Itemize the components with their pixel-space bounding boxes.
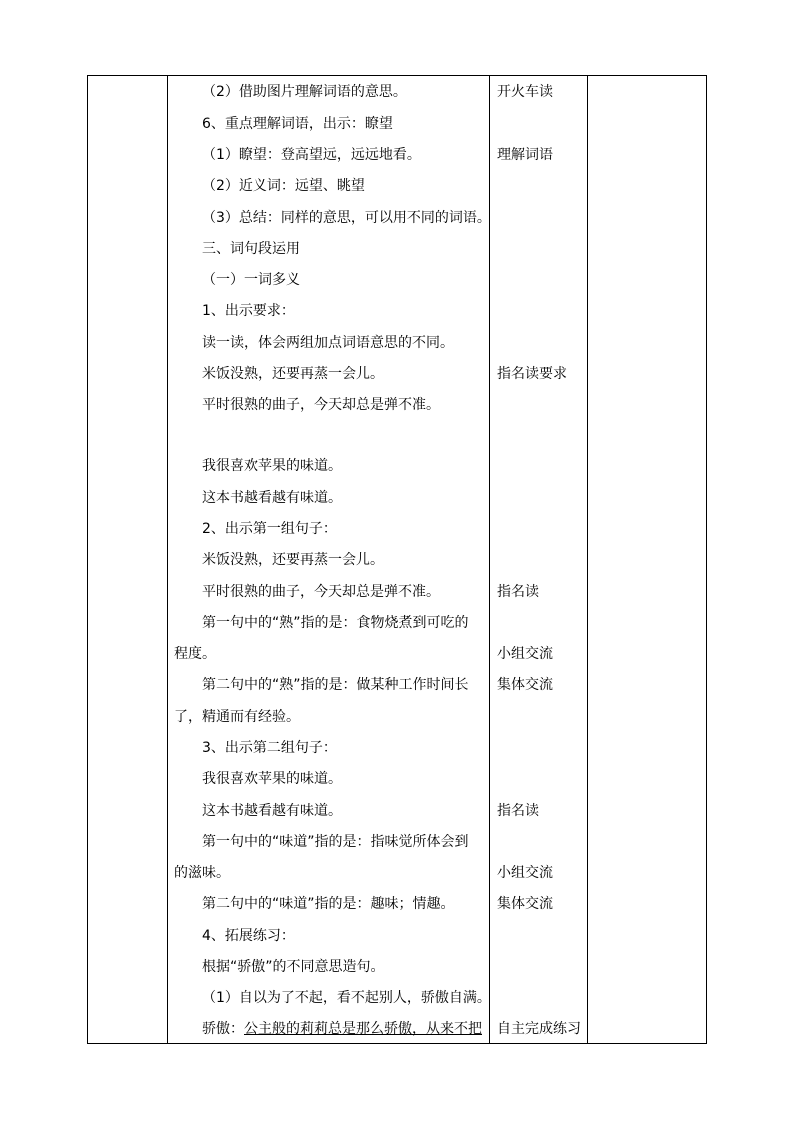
content-line: 平时很熟的曲子，今天却总是弹不准。 <box>202 397 440 413</box>
content-line: （1）自以为了不起，看不起别人，骄傲自满。 <box>202 990 491 1006</box>
lesson-plan-table <box>87 75 707 1044</box>
content-line: 4、拓展练习： <box>202 928 295 944</box>
activity-note: 自主完成练习 <box>497 1021 581 1037</box>
activity-note: 小组交流 <box>497 646 553 662</box>
activity-note: 集体交流 <box>497 677 553 693</box>
content-line: 2、出示第一组句子： <box>202 521 337 537</box>
content-line: 我很喜欢苹果的味道。 <box>202 458 342 474</box>
content-line: 的滋味。 <box>174 865 230 881</box>
content-line: 读一读，体会两组加点词语意思的不同。 <box>202 335 454 351</box>
content-line: 这本书越看越有味道。 <box>202 490 342 506</box>
example-label: 骄傲： <box>202 1021 244 1037</box>
content-line: 三、词句段运用 <box>202 241 300 257</box>
content-line: 这本书越看越有味道。 <box>202 803 342 819</box>
content-line: 第二句中的“味道”指的是：趣味；情趣。 <box>202 896 455 912</box>
content-line: 根据“骄傲”的不同意思造句。 <box>202 959 385 975</box>
content-line: （2）近义词：远望、眺望 <box>202 178 365 194</box>
content-line: 米饭没熟，还要再蒸一会儿。 <box>202 552 384 568</box>
activity-note: 指名读 <box>497 584 539 600</box>
content-line: （2）借助图片理解词语的意思。 <box>202 84 407 100</box>
content-line: 程度。 <box>174 646 216 662</box>
content-line: 第一句中的“味道”指的是：指味觉所体会到 <box>202 834 469 850</box>
content-line: 3、出示第二组句子： <box>202 740 337 756</box>
content-line: 第一句中的“熟”指的是：食物烧煮到可吃的 <box>202 615 469 631</box>
content-line: 6、重点理解词语，出示：瞭望 <box>202 116 393 132</box>
activity-note: 指名读 <box>497 803 539 819</box>
activity-note: 理解词语 <box>497 147 553 163</box>
activity-note: 指名读要求 <box>497 366 567 382</box>
content-line <box>168 1019 522 1039</box>
content-line: 我很喜欢苹果的味道。 <box>202 771 342 787</box>
content-line: （一）一词多义 <box>202 272 300 288</box>
activity-note: 开火车读 <box>497 84 553 100</box>
content-line: 平时很熟的曲子，今天却总是弹不准。 <box>202 584 440 600</box>
example-sentence: 公主般的莉莉总是那么骄傲，从来不把 <box>244 1021 482 1037</box>
activity-note: 集体交流 <box>497 896 553 912</box>
activity-note: 小组交流 <box>497 865 553 881</box>
content-line: 1、出示要求： <box>202 303 295 319</box>
content-line: 米饭没熟，还要再蒸一会儿。 <box>202 366 384 382</box>
content-line: 第二句中的“熟”指的是：做某种工作时间长 <box>202 677 469 693</box>
content-line: 了，精通而有经验。 <box>174 709 300 725</box>
content-line: （3）总结：同样的意思，可以用不同的词语。 <box>202 210 491 226</box>
content-line: （1）瞭望：登高望远，远远地看。 <box>202 147 421 163</box>
